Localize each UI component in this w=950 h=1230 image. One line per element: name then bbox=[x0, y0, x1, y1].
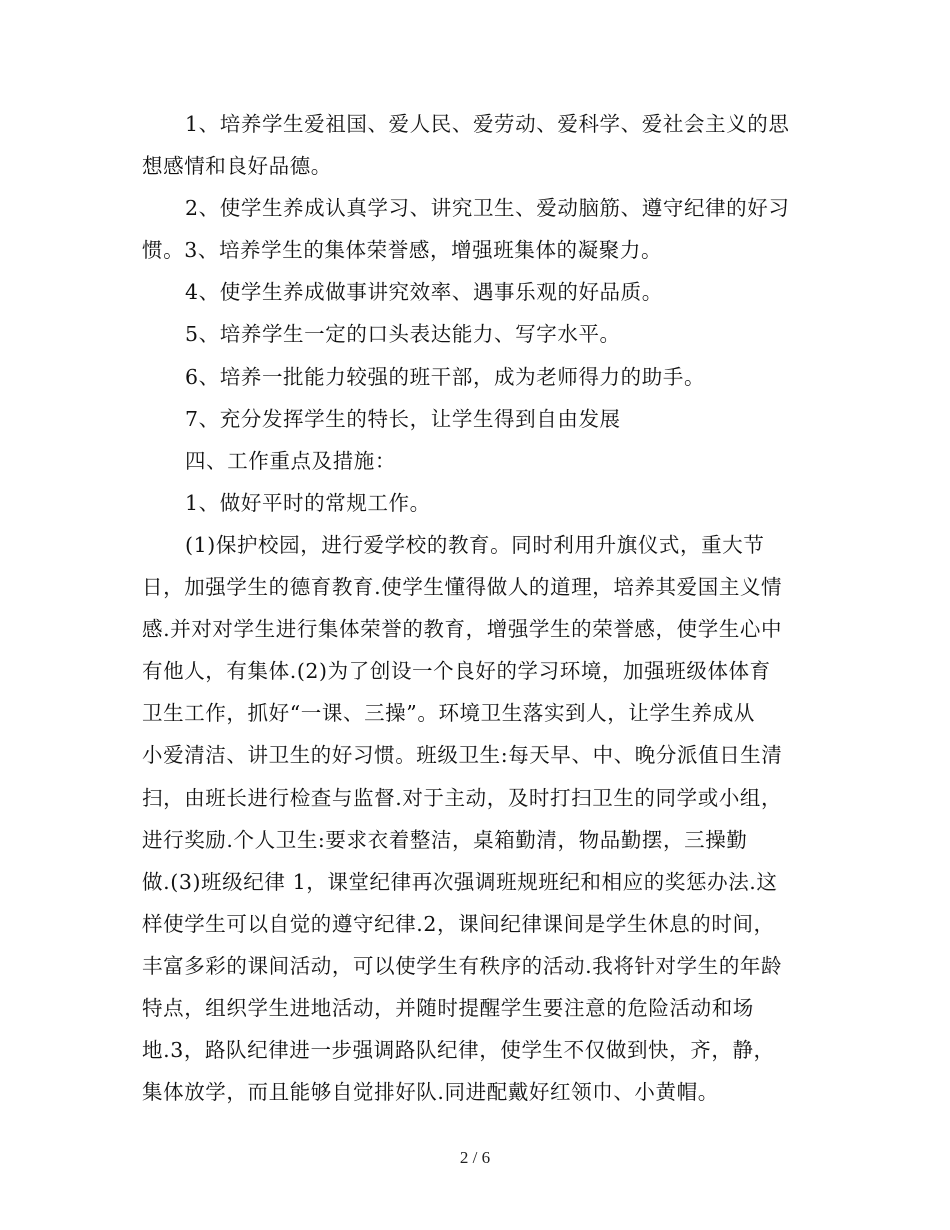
text-line: 集体放学，而且能够自觉排好队.同进配戴好红领巾、小黄帽。 bbox=[142, 1080, 719, 1105]
paragraph-goal-2-3 bbox=[142, 187, 810, 271]
text-line: 感.并对对学生进行集体荣誉的教育，增强学生的荣誉感，使学生心中 bbox=[142, 617, 783, 642]
text-line: 扫，由班长进行检查与监督.对于主动，及时打扫卫生的同学或小组， bbox=[142, 785, 783, 810]
text-line: 特点，组织学生进地活动，并随时提醒学生要注意的危险活动和场 bbox=[142, 995, 754, 1020]
text-line: 日，加强学生的德育教育.使学生懂得做人的道理，培养其爱国主义情 bbox=[142, 575, 783, 600]
text-line: 6、培养一批能力较强的班干部，成为老师得力的助手。 bbox=[185, 364, 706, 389]
paragraph-goal-1 bbox=[142, 103, 810, 187]
text-line: 1、培养学生爱祖国、爱人民、爱劳动、爱科学、爱社会主义的思 bbox=[185, 112, 790, 136]
paragraph-measures bbox=[142, 524, 810, 1113]
text-line: 做.(3)班级纪律 1，课堂纪律再次强调班规班纪和相应的奖惩办法.这 bbox=[142, 869, 778, 894]
text-line: 四、工作重点及措施： bbox=[185, 448, 396, 473]
text-line: 进行奖励.个人卫生:要求衣着整洁，桌箱勤清，物品勤摆，三操勤 bbox=[142, 827, 748, 852]
text-line: 有他人，有集体.(2)为了创设一个良好的学习环境，加强班级体体育 bbox=[142, 659, 771, 684]
text-line: 地.3，路队纪律进一步强调路队纪律，使学生不仅做到快，齐，静， bbox=[142, 1038, 775, 1063]
text-line: 样使学生可以自觉的遵守纪律.2，课间纪律课间是学生休息的时间， bbox=[142, 911, 775, 936]
text-line: 1、做好平时的常规工作。 bbox=[185, 490, 431, 515]
paragraph-goal-7 bbox=[142, 398, 810, 440]
section-heading bbox=[142, 440, 810, 482]
text-line: (1)保护校园，进行爱学校的教育。同时利用升旗仪式，重大节 bbox=[185, 532, 765, 557]
text-line: 惯。3、培养学生的集体荣誉感，增强班集体的凝聚力。 bbox=[142, 238, 663, 263]
subsection-heading bbox=[142, 482, 810, 524]
text-line: 7、充分发挥学生的特长，让学生得到自由发展 bbox=[185, 406, 621, 431]
paragraph-goal-4 bbox=[142, 271, 810, 313]
text-line: 卫生工作，抓好“一课、三操”。环境卫生落实到人，让学生养成从 bbox=[142, 701, 755, 726]
text-line: 5、培养学生一定的口头表达能力、写字水平。 bbox=[185, 322, 621, 347]
text-line: 小爱清洁、讲卫生的好习惯。班级卫生:每天早、中、晚分派值日生清 bbox=[142, 743, 783, 768]
page-number: 2 / 6 bbox=[459, 1148, 491, 1167]
document-body bbox=[142, 103, 810, 1113]
text-line: 2、使学生养成认真学习、讲究卫生、爱动脑筋、遵守纪律的好习 bbox=[185, 196, 790, 221]
text-line: 丰富多彩的课间活动，可以使学生有秩序的活动.我将针对学生的年龄 bbox=[142, 953, 783, 978]
paragraph-goal-6 bbox=[142, 356, 810, 398]
text-line: 想感情和良好品德。 bbox=[142, 154, 332, 179]
paragraph-goal-5 bbox=[142, 313, 810, 355]
text-line: 4、使学生养成做事讲究效率、遇事乐观的好品质。 bbox=[185, 280, 663, 305]
